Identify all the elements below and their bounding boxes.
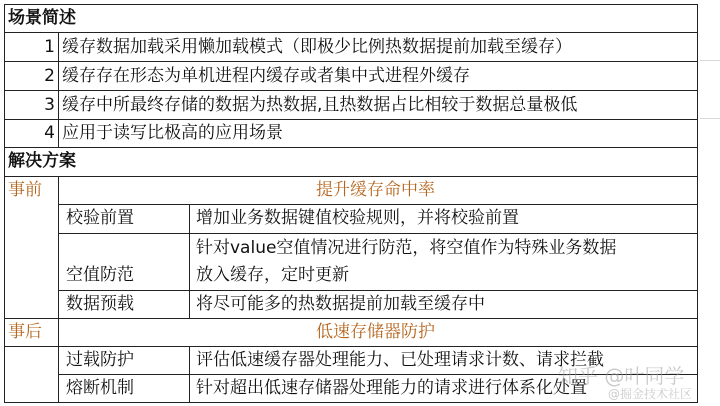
row-border: [4, 119, 697, 120]
item-text: 缓存存在形态为单机进程内缓存或者集中式进程外缓存: [62, 66, 470, 86]
section-title-scenario: 场景简述: [8, 8, 76, 28]
measure-desc: 放入缓存，定时更新: [196, 265, 349, 285]
col-border: [58, 32, 59, 148]
row-border: [58, 204, 697, 205]
col-border: [697, 4, 698, 403]
item-number: 3: [44, 95, 55, 115]
measure-desc: 将尽可能多的热数据提前加载至缓存中: [196, 294, 485, 314]
row-border: [4, 402, 697, 403]
measure-name: 校验前置: [66, 208, 134, 228]
row-border: [4, 346, 697, 347]
gridline: [700, 60, 720, 61]
col-border: [4, 4, 5, 403]
measure-name: 熔断机制: [66, 378, 134, 398]
measure-desc: 针对value空值情况进行防范，将空值作为特殊业务数据: [196, 238, 617, 258]
row-border: [4, 147, 697, 148]
gridline: [700, 118, 720, 119]
measure-desc: 评估低速缓存器处理能力、已处理请求计数、请求拦截: [196, 350, 604, 370]
section-title-solution: 解决方案: [8, 151, 76, 171]
col-border: [189, 204, 190, 319]
item-text: 缓存中所最终存储的数据为热数据,且热数据占比相较于数据总量极低: [62, 95, 578, 115]
item-text: 应用于读写比极高的应用场景: [62, 123, 283, 143]
measure-desc: 增加业务数据键值校验规则，并将校验前置: [196, 208, 519, 228]
measure-desc: 针对超出低速存储器处理能力的请求进行体系化处置: [196, 378, 587, 398]
item-text: 缓存数据加载采用懒加载模式（即极少比例热数据提前加载至缓存）: [62, 37, 572, 57]
row-border: [58, 290, 697, 291]
phase-header-after: 低速存储器防护: [316, 322, 435, 342]
row-border: [4, 176, 697, 177]
phase-label-before: 事前: [8, 180, 42, 200]
watermark-line2: @掘金技术社区: [608, 387, 693, 401]
row-border: [4, 4, 697, 5]
measure-name: 过载防护: [66, 350, 134, 370]
row-border: [4, 61, 697, 62]
item-number: 4: [44, 123, 55, 143]
watermark-line1: 知乎 @叶同学: [558, 364, 685, 388]
phase-header-before: 提升缓存命中率: [316, 180, 435, 200]
row-border: [4, 32, 697, 33]
item-number: 1: [44, 37, 55, 57]
item-number: 2: [44, 66, 55, 86]
col-border: [58, 176, 59, 403]
row-border: [4, 90, 697, 91]
phase-label-after: 事后: [8, 322, 42, 342]
measure-name: 空值防范: [66, 265, 134, 285]
measure-name: 数据预载: [66, 294, 134, 314]
row-border: [4, 318, 697, 319]
row-border: [58, 233, 697, 234]
col-border: [189, 346, 190, 403]
